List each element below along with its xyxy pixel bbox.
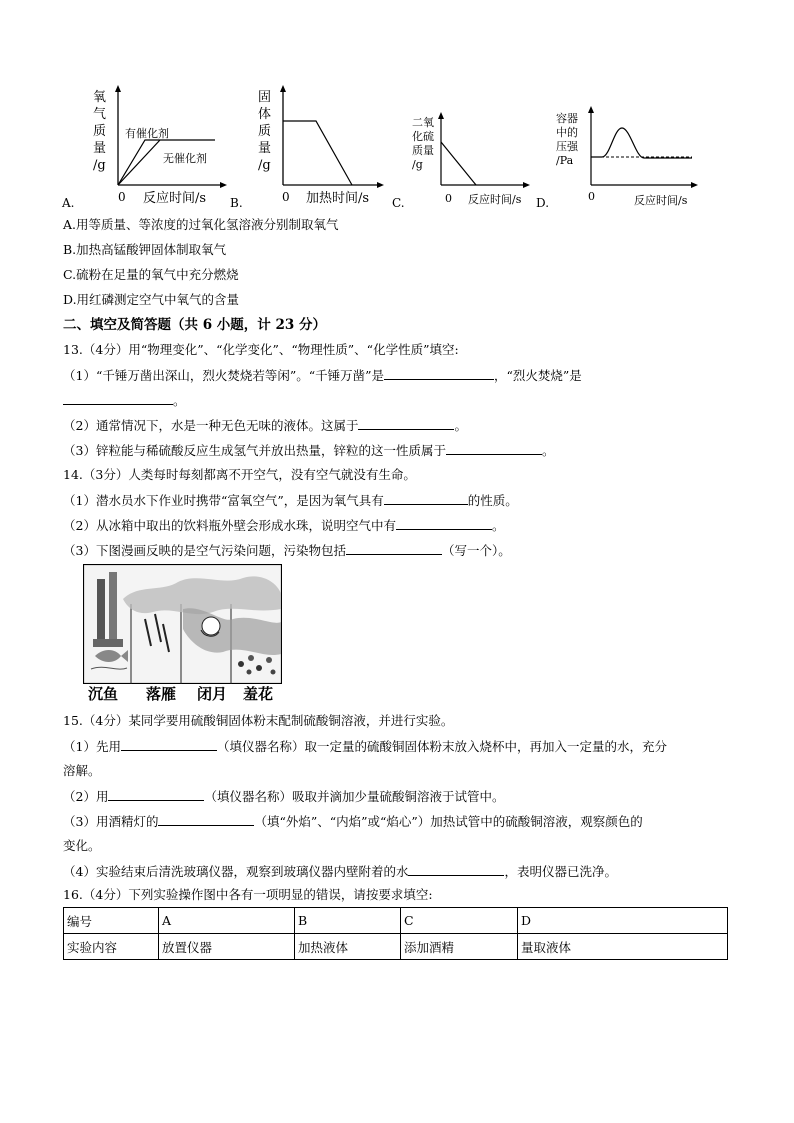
q13-part2 <box>63 416 467 435</box>
graph-a-no-catalyst-line <box>118 140 160 185</box>
q14-part3-end: （写一个）。 <box>441 543 511 558</box>
graph-b-ylabel-1: 固 <box>258 90 272 105</box>
q15-stem: 15.（4分）某同学要用硫酸铜固体粉末配制硫酸铜溶液，并进行实验。 <box>63 713 454 728</box>
q13-blank-2[interactable] <box>63 391 173 405</box>
q13-part3 <box>63 441 554 460</box>
graph-d-origin: 0 <box>588 190 595 203</box>
option-c: C.硫粉在足量的氧气中充分燃烧 <box>63 267 239 282</box>
graph-a-ylabel-3: 质 <box>93 124 107 139</box>
q13-blank-3[interactable] <box>358 416 454 430</box>
q13-part1-text-a: （1）“千锤万凿出深山，烈火焚烧若等闲”。“千锤万凿”是 <box>63 368 385 383</box>
graph-a-ylabel-2: 气 <box>93 107 107 122</box>
graph-b-mass-line <box>283 121 352 185</box>
graph-d-y-arrow <box>588 106 594 113</box>
q14-part3-text: （3）下图漫画反映的是空气污染问题，污染物包括 <box>63 543 346 558</box>
cartoon-caption-3: 闭月 <box>197 685 228 703</box>
graph-b-origin: 0 <box>282 190 290 204</box>
graph-b-letter: B. <box>230 196 243 210</box>
q14-part1-end: 的性质。 <box>467 493 518 508</box>
table-cell: B <box>295 908 401 934</box>
graph-a-with-catalyst-label: 有催化剂 <box>125 127 169 140</box>
q15-part1-cont: 溶解。 <box>63 763 101 778</box>
q15-part4-text-b: ，表明仪器已洗净。 <box>504 864 617 879</box>
table-row <box>64 908 728 934</box>
q14-blank-2[interactable] <box>396 516 492 530</box>
q15-part2 <box>63 787 504 806</box>
table-cell: 添加酒精 <box>401 934 518 960</box>
graph-a-x-arrow <box>220 182 227 188</box>
graph-b-xlabel: 加热时间/s <box>306 191 370 206</box>
q16-stem: 16.（4分）下列实验操作图中各有一项明显的错误，请按要求填空: <box>63 887 433 902</box>
q14-blank-1[interactable] <box>384 491 468 505</box>
graph-c-ylabel-2: 化硫 <box>412 130 434 143</box>
q15-part3-cont: 变化。 <box>63 838 101 853</box>
graph-c-so2-line <box>441 142 476 185</box>
graph-b-ylabel-2: 体 <box>258 107 272 122</box>
q14-part2-end: 。 <box>491 518 505 533</box>
graph-c-origin: 0 <box>445 192 452 205</box>
graph-a <box>85 85 230 210</box>
graph-a-y-arrow <box>115 85 121 92</box>
graph-d-x-arrow <box>691 182 698 188</box>
graph-c-ylabel-1: 二氧 <box>412 116 434 129</box>
graph-c-y-arrow <box>438 112 444 119</box>
q15-blank-1[interactable] <box>121 737 217 751</box>
q14-blank-3[interactable] <box>346 541 442 555</box>
graph-c-x-arrow <box>523 182 530 188</box>
graph-d-ylabel-1: 容器 <box>556 112 578 125</box>
graph-a-without-catalyst-label: 无催化剂 <box>163 152 207 165</box>
option-b: B.加热高锰酸钾固体制取氧气 <box>63 242 227 257</box>
graph-b <box>254 85 389 210</box>
option-a: A.用等质量、等浓度的过氧化氢溶液分别制取氧气 <box>63 217 339 232</box>
q15-part1 <box>63 737 667 756</box>
table-cell: D <box>518 908 728 934</box>
table-cell: 放置仪器 <box>159 934 295 960</box>
q14-part2-text: （2）从冰箱中取出的饮料瓶外壁会形成水珠，说明空气中有 <box>63 518 396 533</box>
q15-part4-text-a: （4）实验结束后清洗玻璃仪器，观察到玻璃仪器内壁附着的水 <box>63 864 409 879</box>
table-cell: 实验内容 <box>64 934 159 960</box>
q15-blank-3[interactable] <box>158 812 254 826</box>
q15-part3-text-b: （填“外焰”、“内焰”或“焰心”）加热试管中的硫酸铜溶液，观察颜色的 <box>254 814 643 829</box>
q15-part1-text-b: （填仪器名称）取一定量的硫酸铜固体粉末放入烧杯中，再加入一定量的水，充分 <box>216 739 667 754</box>
graph-a-ylabel-1: 氧 <box>93 90 107 105</box>
q13-part1-cont <box>63 391 186 410</box>
graph-d-ylabel-3: 压强 <box>556 140 578 153</box>
q14-stem: 14.（3分）人类每时每刻都离不开空气，没有空气就没有生命。 <box>63 467 416 482</box>
table-cell: 量取液体 <box>518 934 728 960</box>
q13-part2-text: （2）通常情况下，水是一种无色无味的液体。这属于 <box>63 418 359 433</box>
q13-part1-end: 。 <box>173 393 186 408</box>
graph-b-y-arrow <box>280 85 286 92</box>
table-row <box>64 934 728 960</box>
q15-part3 <box>63 812 643 831</box>
graph-d-ylabel-2: 中的 <box>556 126 578 139</box>
q16-table <box>63 907 728 960</box>
graph-b-x-arrow <box>377 182 384 188</box>
graph-c-letter: C. <box>392 196 405 210</box>
graph-a-origin: 0 <box>118 190 126 204</box>
q13-part2-end: 。 <box>454 418 467 433</box>
table-cell: 编号 <box>64 908 159 934</box>
pollution-cartoon-image <box>83 564 282 684</box>
cartoon-caption-1: 沉鱼 <box>88 685 119 703</box>
q14-part1-text: （1）潜水员水下作业时携带“富氧空气”，是因为氧气具有 <box>63 493 384 508</box>
q15-part2-text-a: （2）用 <box>63 789 109 804</box>
graph-a-ylabel-4: 量 <box>93 141 107 156</box>
q15-part2-text-b: （填仪器名称）吸取并滴加少量硫酸铜溶液于试管中。 <box>204 789 505 804</box>
q13-part3-end: 。 <box>541 443 555 458</box>
q14-part3 <box>63 541 511 560</box>
graph-c <box>408 100 538 212</box>
graph-d-letter: D. <box>536 196 550 210</box>
graph-a-xlabel: 反应时间/s <box>143 191 207 206</box>
graph-d-pressure-curve <box>591 128 692 158</box>
section-heading: 二、填空及简答题（共 6 小题，计 23 分） <box>63 317 326 333</box>
graph-d <box>552 100 707 212</box>
option-d: D.用红磷测定空气中氧气的含量 <box>63 292 240 307</box>
q13-part1-text-b: ，“烈火焚烧”是 <box>494 368 582 383</box>
q15-blank-2[interactable] <box>108 787 204 801</box>
q13-stem: 13.（4分）用“物理变化”、“化学变化”、“物理性质”、“化学性质”填空: <box>63 342 459 357</box>
table-cell: A <box>159 908 295 934</box>
graph-b-ylabel-4: 量 <box>258 141 272 156</box>
q14-part1 <box>63 491 518 510</box>
q13-blank-4[interactable] <box>446 441 542 455</box>
q13-blank-1[interactable] <box>384 366 494 380</box>
graph-c-ylabel-4: /g <box>412 158 423 171</box>
cartoon-caption-2: 落雁 <box>146 685 177 703</box>
q14-part2 <box>63 516 504 535</box>
graph-a-letter: A. <box>62 196 75 210</box>
graph-c-xlabel: 反应时间/s <box>468 193 522 206</box>
table-cell: 加热液体 <box>295 934 401 960</box>
table-cell: C <box>401 908 518 934</box>
q13-part1 <box>63 366 582 385</box>
q15-part4 <box>63 862 617 881</box>
q15-blank-4[interactable] <box>408 862 504 876</box>
graph-a-ylabel-5: /g <box>93 158 106 173</box>
graph-d-xlabel: 反应时间/s <box>634 194 688 207</box>
graph-d-ylabel-4: /Pa <box>556 154 574 167</box>
cartoon-caption-4: 羞花 <box>243 685 274 703</box>
graph-b-ylabel-5: /g <box>258 158 271 173</box>
q15-part1-text-a: （1）先用 <box>63 739 121 754</box>
graph-b-ylabel-3: 质 <box>258 124 272 139</box>
graph-c-ylabel-3: 质量 <box>412 144 434 157</box>
q13-part3-text: （3）锌粒能与稀硫酸反应生成氢气并放出热量，锌粒的这一性质属于 <box>63 443 446 458</box>
q15-part3-text-a: （3）用酒精灯的 <box>63 814 159 829</box>
